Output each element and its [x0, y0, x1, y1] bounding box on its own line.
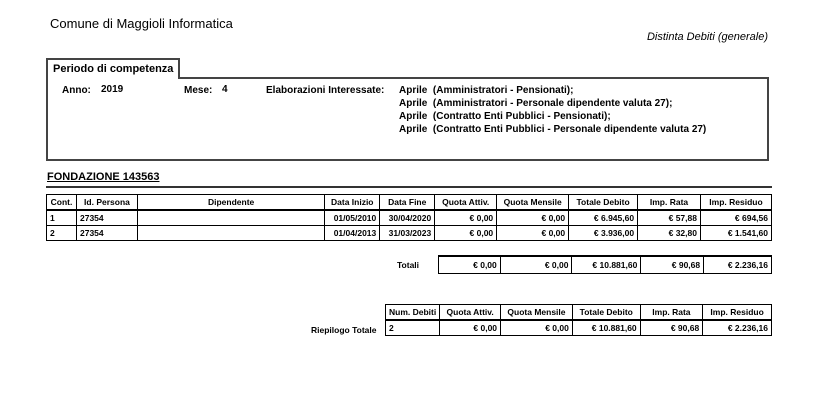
column-header: Totale Debito — [569, 195, 638, 211]
elaborazione-item: Aprile (Amministratori - Pensionati); — [399, 85, 574, 96]
column-header: Quota Mensile — [501, 305, 573, 321]
column-header: Dipendente — [137, 195, 324, 211]
riepilogo-header-row — [386, 305, 772, 321]
riepilogo-imp-residuo: € 2.236,16 — [703, 320, 772, 336]
cell-quota-attiv: € 0,00 — [435, 226, 497, 241]
cell-data-inizio: 01/05/2010 — [325, 210, 380, 226]
riepilogo-label: Riepilogo Totale — [311, 325, 377, 335]
totali-table — [438, 255, 772, 274]
column-header: Imp. Rata — [638, 195, 701, 211]
column-header: Quota Attiv. — [440, 305, 501, 321]
totali-imp-residuo: € 2.236,16 — [704, 256, 772, 274]
elaborazione-item: Aprile (Contratto Enti Pubblici - Pensionati); — [399, 111, 611, 122]
column-header: Totale Debito — [572, 305, 640, 321]
riepilogo-table — [385, 304, 772, 336]
riepilogo-num-debiti: 2 — [386, 320, 440, 336]
cell-cont: 2 — [47, 226, 77, 241]
column-header: Quota Attiv. — [435, 195, 497, 211]
totali-imp-rata: € 90,68 — [641, 256, 704, 274]
totali-quota-attiv: € 0,00 — [439, 256, 501, 274]
table-header-row — [47, 195, 772, 211]
elaborazione-item: Aprile (Contratto Enti Pubblici - Personale dipendente valuta 27) — [399, 124, 707, 135]
riepilogo-totale-debito: € 10.881,60 — [572, 320, 640, 336]
column-header: Imp. Residuo — [700, 195, 771, 211]
column-header: Num. Debiti — [386, 305, 440, 321]
column-header: Imp. Residuo — [703, 305, 772, 321]
anno-value: 2019 — [101, 84, 124, 95]
cell-dipendente — [137, 226, 324, 241]
cell-quota-mensile: € 0,00 — [497, 226, 569, 241]
mese-label: Mese: — [184, 85, 213, 96]
column-header: Id. Persona — [76, 195, 137, 211]
anno-label: Anno: — [62, 85, 91, 96]
totali-quota-mensile: € 0,00 — [500, 256, 572, 274]
totali-row — [439, 256, 772, 274]
fondazione-title: FONDAZIONE 143563 — [47, 171, 160, 183]
cell-imp-residuo: € 694,56 — [700, 210, 771, 226]
elaborazione-item: Aprile (Amministratori - Personale dipendente valuta 27); — [399, 98, 673, 109]
cell-dipendente — [137, 210, 324, 226]
cell-imp-residuo: € 1.541,60 — [700, 226, 771, 241]
column-header: Data Inizio — [325, 195, 380, 211]
cell-quota-attiv: € 0,00 — [435, 210, 497, 226]
totali-totale-debito: € 10.881,60 — [572, 256, 641, 274]
cell-data-fine: 31/03/2023 — [380, 226, 435, 241]
company-name: Comune di Maggioli Informatica — [50, 16, 233, 31]
periodo-label: Periodo di competenza — [46, 58, 180, 79]
table-row — [47, 210, 772, 226]
cell-id-persona: 27354 — [76, 226, 137, 241]
riepilogo-imp-rata: € 90,68 — [640, 320, 703, 336]
cell-quota-mensile: € 0,00 — [497, 210, 569, 226]
elaborazioni-label: Elaborazioni Interessate: — [266, 85, 385, 96]
cell-data-fine: 30/04/2020 — [380, 210, 435, 226]
cell-cont: 1 — [47, 210, 77, 226]
cell-imp-rata: € 32,80 — [638, 226, 701, 241]
riepilogo-quota-attiv: € 0,00 — [440, 320, 501, 336]
cell-data-inizio: 01/04/2013 — [325, 226, 380, 241]
column-header: Cont. — [47, 195, 77, 211]
totali-label: Totali — [397, 260, 420, 270]
document-title: Distinta Debiti (generale) — [646, 31, 768, 43]
cell-imp-rata: € 57,88 — [638, 210, 701, 226]
cell-totale-debito: € 3.936,00 — [569, 226, 638, 241]
riepilogo-quota-mensile: € 0,00 — [501, 320, 573, 336]
column-header: Imp. Rata — [640, 305, 703, 321]
table-row — [47, 226, 772, 241]
column-header: Quota Mensile — [497, 195, 569, 211]
column-header: Data Fine — [380, 195, 435, 211]
cell-id-persona: 27354 — [76, 210, 137, 226]
section-divider — [46, 186, 772, 188]
mese-value: 4 — [222, 84, 228, 95]
riepilogo-row — [386, 320, 772, 336]
debiti-table — [46, 194, 772, 241]
cell-totale-debito: € 6.945,60 — [569, 210, 638, 226]
